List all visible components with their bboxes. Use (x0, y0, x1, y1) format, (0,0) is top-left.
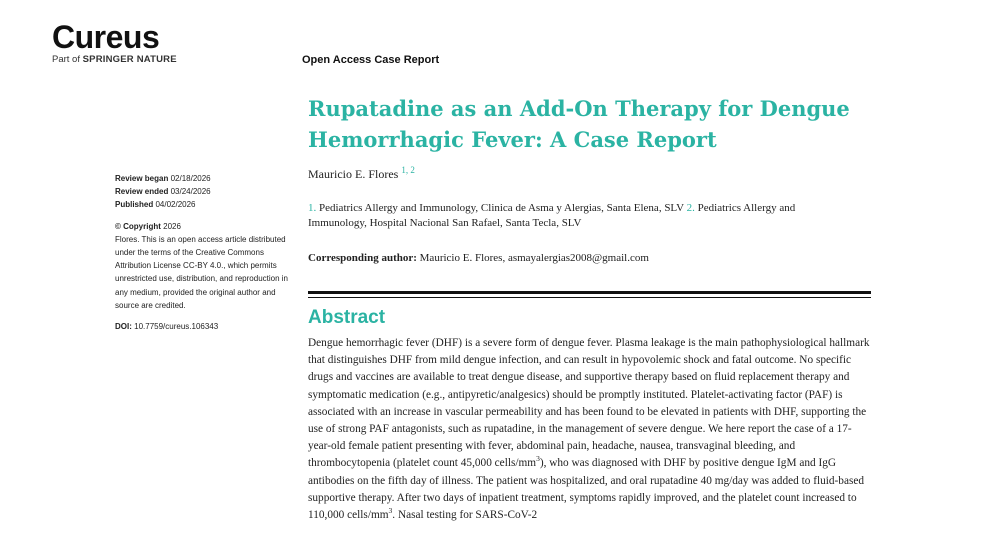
corresponding-author-label: Corresponding author: (308, 252, 417, 264)
doi-link[interactable]: 10.7759/cureus.106343 (134, 322, 219, 332)
abstract-text-part-3: . Nasal testing for SARS-CoV-2 (392, 509, 538, 522)
abstract-superscript: 3 (536, 454, 540, 464)
divider-thin (308, 297, 871, 298)
copyright-label: © Copyright (115, 221, 161, 231)
doi-line (115, 320, 290, 333)
author-line (308, 165, 415, 182)
affiliation-text: Pediatrics Allergy and Immunology, Clinica de Asma y Alergias, Santa Elena, SLV (319, 202, 684, 214)
published-label: Published (115, 200, 154, 210)
logo-subtitle (52, 54, 177, 66)
author-name[interactable]: Mauricio E. Flores (308, 167, 399, 181)
abstract-heading: Abstract (308, 307, 386, 328)
logo-part-of: Part of (52, 54, 80, 65)
affiliations (308, 201, 848, 231)
cureus-logo[interactable] (52, 20, 177, 66)
divider-thick (308, 291, 871, 294)
abstract-superscript: 3 (388, 506, 393, 516)
affiliation-number: 2. (686, 202, 695, 214)
doi-label: DOI: (115, 322, 132, 332)
copyright-year: 2026 (163, 221, 181, 231)
article-title: Rupatadine as an Add-On Therapy for Dengue Hemorrhagic Fever: A Case Report (308, 96, 850, 152)
abstract-text-part-1: Dengue hemorrhagic fever (DHF) is a severe form of dengue fever. Plasma leakage is the main pathophysiological hallmark that distinguishes DHF from mild dengue infection, and can result in hypovolemic shock and fatal outcome. No specific drugs and vaccines are available to treat dengue disease, and supportive therapy based on fluid replacement therapy and symptomatic medication (e.g., antipyretic/analgesics) should be promptly instituted. Platelet-activating factor (PAF) is associated with an increase in vascular permeability and has been found to be elevated in patients with DHF, supporting the use of strong PAF antagonists, such as rupatadine, in the management of severe dengue. We here report the case of a 17-year-old female patient presenting with fever, abdominal pain, headache, nausea, transvaginal bleeding, and thrombocytopenia (platelet count 45,000 cells/mm (308, 337, 870, 470)
logo-wordmark: Cureus (52, 19, 160, 55)
copyright-line (115, 220, 290, 233)
affiliation-text: Pediatrics Allergy and Immunology, Hospital Nacional San Rafael, Santa Tecla, SLV (308, 202, 796, 229)
published (115, 198, 290, 211)
abstract-text-part-2: ), who was diagnosed with DHF by positive dengue IgM and IgG antibodies on the fifth day of illness. The patient was hospitalized, and oral rupatadine 40 mg/day was added to fluid-based supportive therapy. After two days of inpatient treatment, symptoms rapidly improved, and the platelet count increased to 110,000 cells/mm (308, 457, 865, 522)
author-affiliation-refs[interactable]: 1, 2 (401, 165, 415, 175)
affiliation-number: 1. (308, 202, 317, 214)
review-dates (115, 172, 290, 212)
corresponding-author-text[interactable]: Mauricio E. Flores, asmayalergias2008@gmail.com (419, 252, 649, 264)
published-value: 04/02/2026 (155, 200, 196, 210)
review-began (115, 172, 290, 185)
abstract-body (308, 335, 874, 524)
review-began-label: Review began (115, 174, 169, 183)
corresponding-author (308, 252, 649, 264)
copyright-block (115, 220, 290, 312)
logo-publisher: SPRINGER NATURE (82, 54, 177, 65)
report-type-label: Open Access Case Report (302, 54, 440, 66)
review-ended-value: 03/24/2026 (170, 187, 211, 197)
article-sidebar (115, 172, 290, 333)
copyright-text: Flores. This is an open access article distributed under the terms of the Creative Commons Attribution License CC-BY 4.0., which permits unrestricted use, distribution, and reproduction in any medium, provided the original author and source are credited. (115, 234, 288, 310)
review-ended (115, 185, 290, 198)
review-ended-label: Review ended (115, 187, 169, 197)
review-began-value: 02/18/2026 (170, 174, 211, 183)
